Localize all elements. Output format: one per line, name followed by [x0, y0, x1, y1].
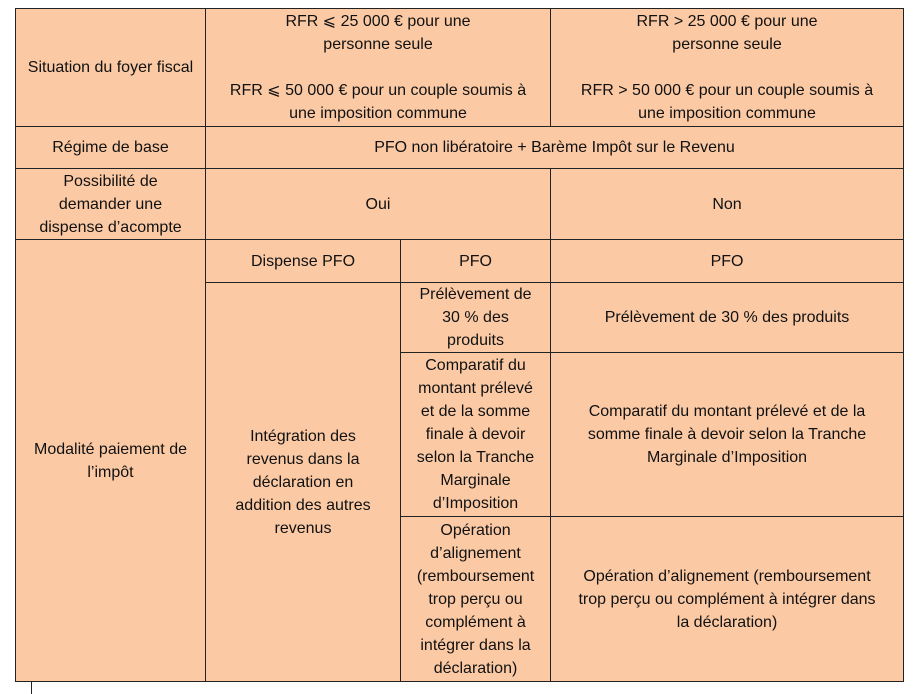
regime-value-cell: PFO non libératoire + Barème Impôt sur le Revenu [206, 127, 904, 169]
alignement-low-cell: Opération d’alignement (remboursement trop perçu ou complément à intégrer dans la déclaration) [401, 517, 551, 682]
dispense-non-cell: Non [551, 169, 904, 240]
row-label-dispense: Possibilité de demander une dispense d’acompte [16, 169, 206, 240]
header-dispense-pfo: Dispense PFO [206, 240, 401, 283]
prelevement-high-cell: Prélèvement de 30 % des produits [551, 283, 904, 353]
prelevement-low-cell: Prélèvement de 30 % des produits [401, 283, 551, 353]
situation-high-income-cell: RFR > 25 000 € pour une personne seule RFR > 50 000 € pour un couple soumis à une imposition commune [551, 9, 904, 127]
dispense-integration-cell: Intégration des revenus dans la déclaration en addition des autres revenus [206, 283, 401, 682]
row-label-situation: Situation du foyer fiscal [16, 9, 206, 127]
alignement-high-cell: Opération d’alignement (remboursement trop perçu ou complément à intégrer dans la déclaration) [551, 517, 904, 682]
header-pfo-high: PFO [551, 240, 904, 283]
situation-low-income-cell: RFR ⩽ 25 000 € pour une personne seule RFR ⩽ 50 000 € pour un couple soumis à une imposition commune [206, 9, 551, 127]
header-pfo-low: PFO [401, 240, 551, 283]
tax-regime-table [15, 8, 904, 682]
comparatif-high-cell: Comparatif du montant prélevé et de la somme finale à devoir selon la Tranche Marginale d’Imposition [551, 353, 904, 517]
dispense-oui-cell: Oui [206, 169, 551, 240]
row-label-regime: Régime de base [16, 127, 206, 169]
comparatif-low-cell: Comparatif du montant prélevé et de la somme finale à devoir selon la Tranche Marginale d’Imposition [401, 353, 551, 517]
row-label-modalite: Modalité paiement de l’impôt [16, 240, 206, 682]
text-cursor [31, 682, 32, 694]
